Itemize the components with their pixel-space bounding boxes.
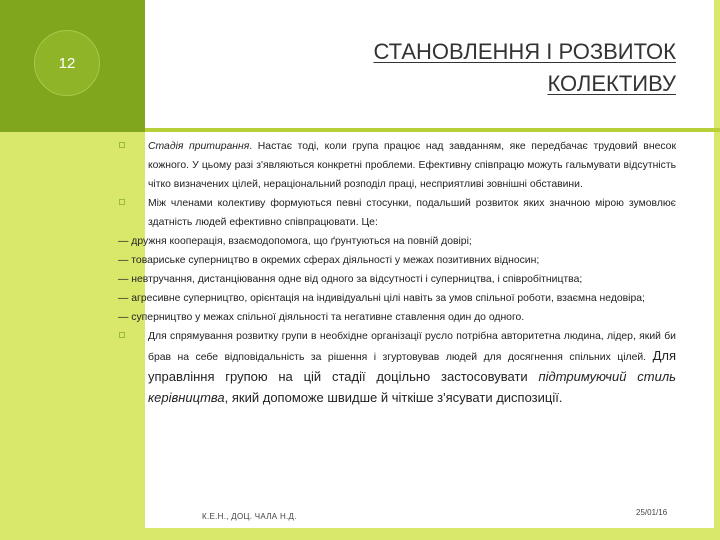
- bullet-3-text-part-3: , який допоможе швидше й чіткіше з'ясувати диспозиції.: [224, 390, 563, 405]
- bullet-paragraph-2: [118, 194, 676, 232]
- dash-item-5-text: — суперництво у межах спільної діяльності та негативне ставлення один до одного.: [118, 312, 525, 323]
- square-bullet-icon: [119, 142, 125, 148]
- dash-item-2-text: — товариське суперництво в окремих сферах діяльності у межах позитивних відносин;: [118, 255, 540, 266]
- bullet-3-text-part-1: Для спрямування розвитку групи в необхідне організації русло потрібна авторитетна людина, лідер, який би брав на себе відповідальність за рішення і згуртовував людей для досягнення спільних цілей.: [148, 331, 676, 363]
- bottom-decor-band: [0, 528, 720, 540]
- slide-title: [270, 36, 676, 100]
- slide-body: [118, 137, 676, 409]
- bullet-3-text-part-2: Для управління групою на цій стадії доцільно застосовувати: [148, 348, 676, 384]
- dash-item-1: [118, 232, 676, 251]
- dash-item-3: [118, 270, 676, 289]
- square-bullet-icon: [119, 332, 125, 338]
- title-line-1: СТАНОВЛЕННЯ І РОЗВИТОК: [373, 39, 676, 64]
- dash-item-3-text: — невтручання, дистанціювання одне від одного за відсутності і суперництва, і співробітництва;: [118, 274, 583, 285]
- bullet-1-text: . Настає тоді, коли група працює над завданням, яке передбачає трудовий внесок кожного. У цьому разі з'являються конкретні проблеми. Ефективну співпрацю можуть гальмувати відсутність чітко визначених цілей, нераціональний розподіл праці, несприятливі зовнішні обставини.: [148, 141, 676, 190]
- title-line-2: КОЛЕКТИВУ: [547, 71, 676, 96]
- leadership-style-term: підтримуючий стиль керівництва: [148, 369, 676, 405]
- bullet-2-text: Між членами колективу формуються певні стосунки, подальший розвиток яких значною мірою зумовлює здатність людей ефективно співпрацювати. Це:: [148, 198, 676, 228]
- dash-item-4: [118, 289, 676, 308]
- square-bullet-icon: [119, 199, 125, 205]
- dash-item-2: [118, 251, 676, 270]
- right-decor-strip: [714, 0, 720, 540]
- dash-item-1-text: — дружня кооперація, взаємодопомога, що ґрунтуються на повній довірі;: [118, 236, 472, 247]
- bullet-paragraph-1: [118, 137, 676, 194]
- slide-number-text: 12: [58, 54, 76, 72]
- footer-date: 25/01/16: [636, 508, 668, 517]
- stage-term: Стадія притирання: [148, 141, 250, 152]
- bullet-paragraph-3: [118, 327, 676, 409]
- slide-number: [34, 30, 100, 96]
- dash-item-5: [118, 308, 676, 327]
- dash-item-4-text: — агресивне суперництво, орієнтація на індивідуальні цілі навіть за умов спільної роботи, взаємна недовіра;: [118, 293, 645, 304]
- title-divider: [145, 128, 720, 132]
- footer-author: К.Е.Н., ДОЦ. ЧАЛА Н.Д.: [202, 512, 297, 521]
